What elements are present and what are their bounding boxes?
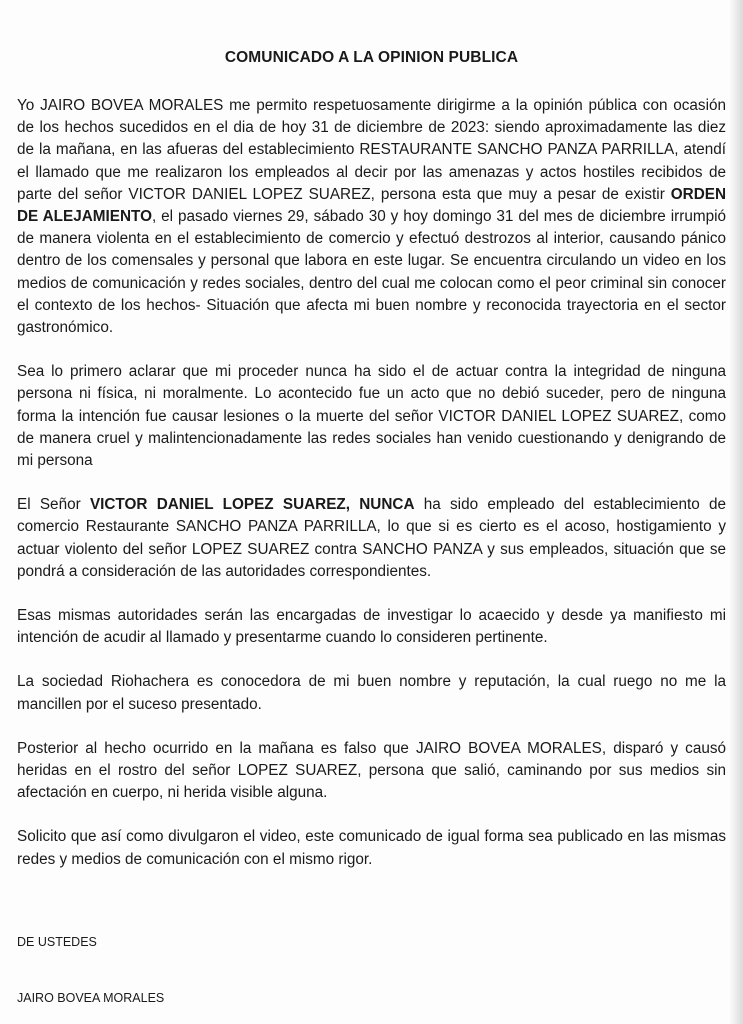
paragraph-2-part-1: Sea lo primero aclarar que mi proceder nunca ha sido el de actuar contra la integridad de ninguna persona ni física, ni moralmente. Lo acontecido fue un acto que no debió suceder, pero de ninguna forma la intención fue causar lesiones o la muerte del señor VICTOR DANIEL LOPEZ SUAREZ, como de manera cruel y malintencionadamente las redes sociales han venido cuestionando y denigrando de mi persona bbox=[17, 363, 726, 470]
signature-name: JAIRO BOVEA MORALES bbox=[17, 991, 165, 1005]
paragraph-3 bbox=[17, 494, 726, 583]
paragraph-3-bold-name: VICTOR DANIEL LOPEZ SUAREZ, NUNCA bbox=[89, 496, 415, 514]
paragraph-3-part-3: ha sido empleado del establecimiento de comercio Restaurante SANCHO PANZA PARRILLA, lo que si es cierto es el acoso, hostigamiento y actuar violento del señor LOPEZ SUAREZ contra SANCHO PANZA y sus empleados, situación que se pondrá a consideración de las autoridades correspondientes. bbox=[17, 496, 726, 580]
page-edge-shadow bbox=[729, 0, 743, 1024]
paragraph-1 bbox=[17, 95, 726, 339]
paragraph-7-part-1: Solicito que así como divulgaron el video, este comunicado de igual forma sea publicado en las mismas redes y medios de comunicación con el mismo rigor. bbox=[17, 828, 726, 868]
paragraph-2 bbox=[17, 361, 726, 472]
paragraph-6 bbox=[17, 738, 726, 805]
paragraph-6-part-1: Posterior al hecho ocurrido en la mañana es falso que JAIRO BOVEA MORALES, disparó y causó heridas en el rostro del señor LOPEZ SUAREZ, persona que salió, caminando por sus medios sin afectación en cuerpo, ni herida visible alguna. bbox=[17, 739, 726, 802]
paragraph-1-bold-orden: ORDEN DE ALEJAMIENTO bbox=[17, 185, 726, 226]
paragraph-4 bbox=[17, 605, 726, 649]
paragraph-1-part-3: , el pasado viernes 29, sábado 30 y hoy domingo 31 del mes de diciembre irrumpió de manera violenta en el establecimiento de comercio y efectuó destrozos al interior, causando pánico dentro de los comensales y personal que labora en este lugar. Se encuentra circulando un video en los medios de comunicación y redes sociales, dentro del cual me colocan como el peor criminal sin conocer el contexto de los hechos- Situación que afecta mi buen nombre y reconocida trayectoria en el sector gastronómico. bbox=[17, 208, 726, 337]
paragraph-5-part-1: La sociedad Riohachera es conocedora de mi buen nombre y reputación, la cual ruego no me la mancillen por el suceso presentado. bbox=[17, 673, 726, 713]
document-body bbox=[17, 95, 726, 893]
paragraph-5 bbox=[17, 671, 726, 715]
paragraph-1-part-1: Yo JAIRO BOVEA MORALES me permito respetuosamente dirigirme a la opinión pública con ocasión de los hechos sucedidos en el dia de hoy 31 de diciembre de 2023: siendo aproximadamente las diez de la mañana, en las afueras del establecimiento RESTAURANTE SANCHO PANZA PARRILLA, atendí el llamado que me realizaron los empleados al decir por las amenazas y actos hostiles recibidos de parte del señor VICTOR DANIEL LOPEZ SUAREZ, persona esta que muy a pesar de existir bbox=[17, 97, 726, 203]
paragraph-4-part-1: Esas mismas autoridades serán las encargadas de investigar lo acaecido y desde ya manifiesto mi intención de acudir al llamado y presentarme cuando lo consideren pertinente. bbox=[17, 607, 726, 647]
salutation: DE USTEDES bbox=[17, 935, 97, 949]
paragraph-7 bbox=[17, 826, 726, 870]
paragraph-3-part-1: El Señor bbox=[17, 496, 90, 514]
document-title: COMUNICADO A LA OPINION PUBLICA bbox=[224, 49, 519, 66]
